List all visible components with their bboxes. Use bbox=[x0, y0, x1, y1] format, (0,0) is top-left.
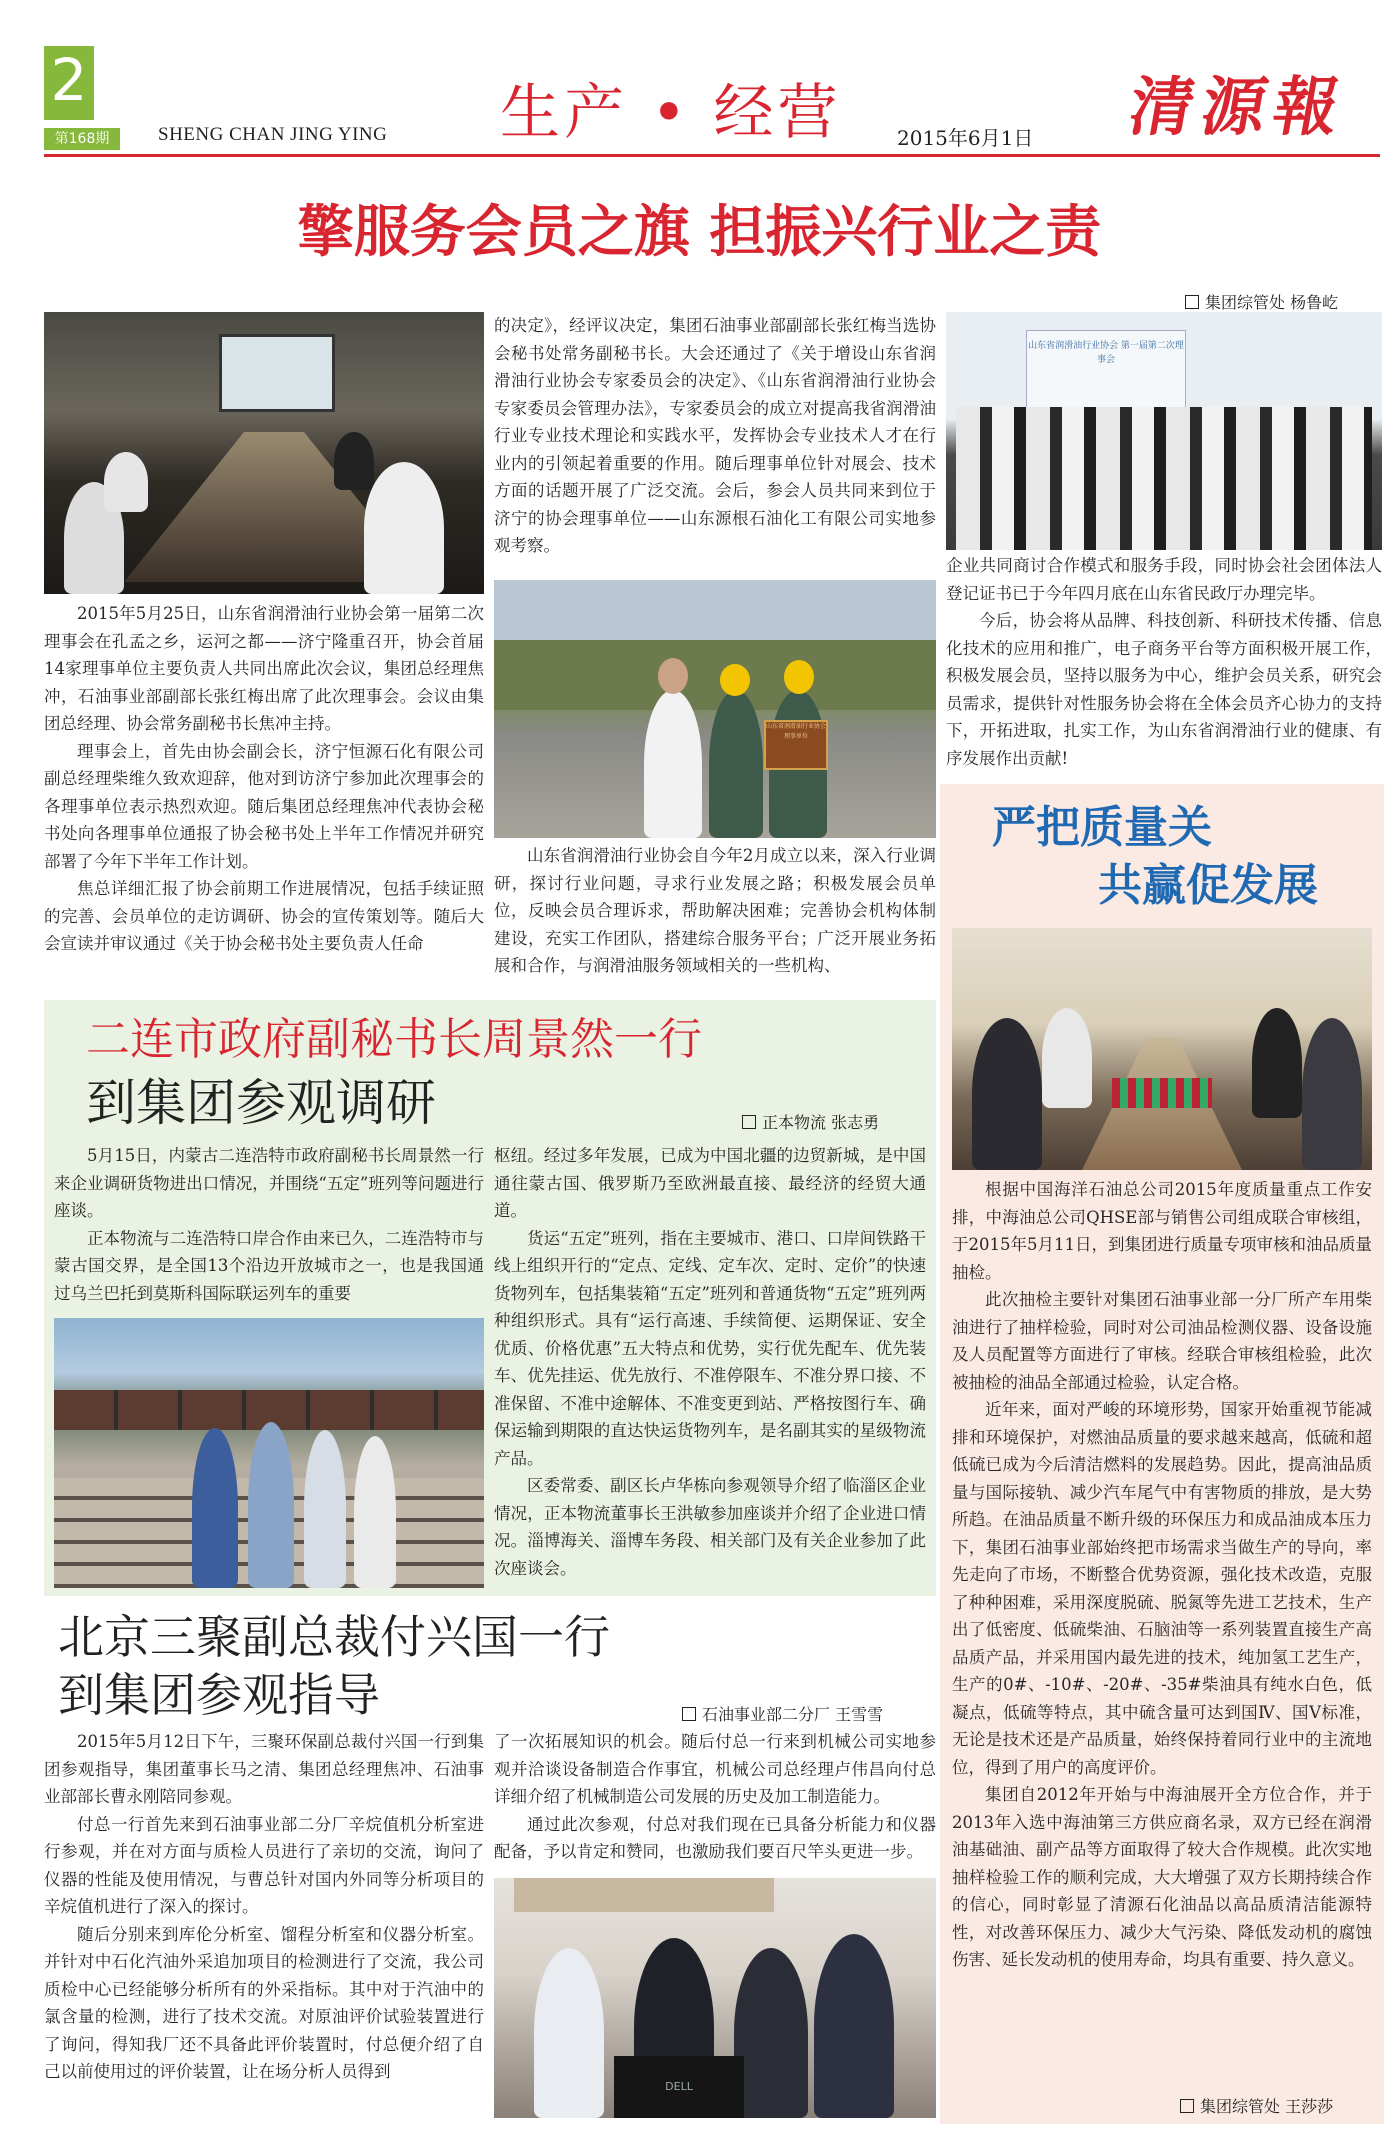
paragraph: 枢纽。经过多年发展，已成为中国北疆的边贸新城，是中国通往蒙古国、俄罗斯乃至欧洲最直接、最经济的经贸大通道。 bbox=[494, 1146, 926, 1220]
person-head bbox=[784, 660, 814, 694]
paragraph: 的决定》，经评议决定，集团石油事业部副部长张红梅当选协会秘书处常务副秘书长。大会还通过了《关于增设山东省润滑油行业协会专家委员会的决定》、《山东省润滑油行业协会专家委员会管理办法》，专家委员会的成立对提高我省润滑油行业专业技术理论和实践水平，发挥协会专业技术人才在行业内的引领起着重要的作用。随后理事单位针对展会、技术方面的话题开展了广泛交流。会后，参会人员共同来到位于济宁的协会理事单位——山东源根石油化工有限公司实地参观考察。 bbox=[494, 316, 936, 555]
paragraph: 付总一行首先来到石油事业部二分厂辛烷值机分析室进行参观，并在对方面与质检人员进行了亲切的交流，询问了仪器的性能及使用情况，与曹总针对国内外同等分析项目的辛烷值机进行了深入的探讨。 bbox=[44, 1814, 484, 1916]
article4-byline bbox=[1180, 2094, 1333, 2117]
byline-marker bbox=[682, 1707, 696, 1721]
paragraph: 2015年5月12日下午，三聚环保副总裁付兴国一行到集团参观指导，集团董事长马之清、集团总经理焦冲、石油事业部部长曹永刚陪同参观。 bbox=[44, 1732, 484, 1806]
award-plaque: 山东省润滑油行业协会 理事单位 bbox=[764, 720, 828, 770]
article3-byline bbox=[682, 1702, 883, 1725]
article1-meeting-photo bbox=[44, 312, 484, 594]
paragraph: 今后，协会将从品牌、科技创新、科研技术传播、信息化技术的应用和推广，电子商务平台等方面积极开展工作，积极发展会员，坚持以服务为中心，维护会员关系，研究会员需求，提供针对性服务协会将在全体会员齐心协力的支持下，开拓进取，扎实工作，为山东省润滑油行业的健康、有序发展作出贡献! bbox=[946, 611, 1382, 768]
byline-marker bbox=[1180, 2099, 1194, 2113]
article1-plaque-photo bbox=[494, 580, 936, 838]
wall-sign bbox=[514, 1878, 774, 1912]
paragraph: 正本物流与二连浩特口岸合作由来已久，二连浩特市与蒙古国交界，是全国13个沿边开放城市之一，也是我国通过乌兰巴托到莫斯科国际联运列车的重要 bbox=[54, 1228, 484, 1303]
byline-text: 正本物流 张志勇 bbox=[762, 1113, 880, 1132]
page-number: 2 bbox=[50, 46, 88, 114]
masthead-logo: 清源報 bbox=[1123, 70, 1353, 145]
byline-text: 集团综管处 王莎莎 bbox=[1200, 2097, 1334, 2116]
event-banner: 山东省润滑油行业协会 第一届第二次理事会 bbox=[1026, 330, 1186, 410]
header-rule bbox=[44, 154, 1380, 157]
article1-group-photo bbox=[946, 312, 1382, 550]
person bbox=[1252, 1008, 1302, 1118]
article4-headline-2: 共赢促发展 bbox=[1098, 860, 1318, 911]
byline-text: 石油事业部二分厂 王雪雪 bbox=[702, 1705, 884, 1724]
paragraph: 根据中国海洋石油总公司2015年度质量重点工作安排，中海油总公司QHSE部与销售公司组成联合审核组，于2015年5月11日，到集团进行质量专项审核和油品质量抽检。 bbox=[952, 1180, 1372, 1282]
byline-text: 集团综管处 杨鲁屹 bbox=[1205, 293, 1339, 312]
paragraph: 2015年5月25日，山东省润滑油行业协会第一届第二次理事会在孔孟之乡，运河之都——济宁隆重召开，协会首届14家理事单位主要负责人共同出席此次会议，集团总经理焦冲，石油事业部副部长张红梅出席了此次理事会。会议由集团总经理、协会常务副秘书长焦冲主持。 bbox=[44, 604, 484, 733]
paragraph: 5月15日，内蒙古二连浩特市政府副秘书长周景然一行来企业调研货物进出口情况，并围绕“五定”班列等问题进行座谈。 bbox=[54, 1146, 484, 1220]
byline-marker bbox=[1185, 295, 1199, 309]
article3-headline-1: 北京三聚副总裁付兴国一行 bbox=[58, 1610, 610, 1664]
byline-marker bbox=[742, 1115, 756, 1129]
article1-byline bbox=[1185, 290, 1338, 313]
article4-meeting-photo bbox=[952, 928, 1372, 1170]
paragraph: 此次抽检主要针对集团石油事业部一分厂所产车用柴油进行了抽样检验，同时对公司油品检测仪器、设备设施及人员配置等方面进行了审核。经联合审核组检验，此次被抽检的油品全部通过检验，认定合格。 bbox=[952, 1290, 1372, 1392]
paragraph: 焦总详细汇报了协会前期工作进展情况，包括手续证照的完善、会员单位的走访调研、协会的宣传策划等。随后大会宣读并审议通过《关于协会秘书处主要负责人任命 bbox=[44, 879, 484, 953]
person bbox=[734, 1948, 808, 2118]
article2-byline bbox=[742, 1110, 879, 1133]
paragraph: 货运“五定”班列，指在主要城市、港口、口岸间铁路干线上组织开行的“定点、定线、定车次、定时、定价”的快速货物列车，包括集装箱“五定”班列和普通货物“五定”班列两种组织形式。具有“运行高速、手续简便、运期保证、安全优质、价格优惠”五大特点和优势，实行优先配车、优先装车、优先挂运、优先放行、不准停限车、不准分界口接、不准保留、不准中途解体、不准变更到站、严格按图行车、确保运输到期限的直达快运货物列车，是名副其实的星级物流产品。 bbox=[494, 1228, 926, 1468]
paragraph: 近年来，面对严峻的环境形势，国家开始重视节能减排和环境保护，对燃油品质量的要求越来越高，低硫和超低硫已成为今后清洁燃料的发展趋势。因此，提高油品质量与国际接轨、减少汽车尾气中有害物质的排放，是大势所趋。在油品质量不断升级的环保压力和成品油成本压力下，集团石油事业部始终把市场需求当做生产的导向，率先走向了市场，不断整合优势资源，强化技术改造，克服了种种困难，采用深度脱硫、脱氮等先进工艺技术，生产出了低密度、低硫柴油、石脑油等一系列装置直接生产高品质产品，并采用国内最先进的技术，纯加氢工艺生产，生产的0#、-10#、-20#、-35#柴油具有纯水白色，低凝点，低硫等特点，其中硫含量可达到国Ⅳ、国Ⅴ标准，无论是技术还是产品质量，始终保持着同行业中的主流地位，得到了用户的高度评价。 bbox=[952, 1400, 1372, 1777]
person bbox=[304, 1430, 346, 1588]
article1-col1 bbox=[44, 600, 484, 958]
person bbox=[354, 1436, 396, 1588]
section-title: 生产 • 经营 bbox=[500, 78, 842, 148]
person bbox=[1042, 1008, 1092, 1108]
article3-col1 bbox=[44, 1728, 484, 2086]
attendee bbox=[364, 462, 444, 594]
paragraph: 理事会上，首先由协会副会长，济宁恒源石化有限公司副总经理柴维久致欢迎辞，他对到访济宁参加此次理事会的各理事单位表示热烈欢迎。随后集团总经理焦冲代表协会秘书处向各理事单位通报了协会秘书处上半年工作情况并研究部署了今年下半年工作计划。 bbox=[44, 741, 484, 871]
attendee bbox=[334, 432, 374, 490]
building bbox=[494, 640, 936, 710]
article2-headline-2: 到集团参观调研 bbox=[86, 1074, 436, 1132]
article3-col2 bbox=[494, 1728, 936, 1866]
article2-col2 bbox=[494, 1142, 926, 1582]
paragraph: 随后分别来到库伦分析室、馏程分析室和仪器分析室。并针对中石化汽油外采追加项目的检测进行了交流，我公司质检中心已经能够分析所有的外采指标。其中对于汽油中的氯含量的检测，进行了技术交流。对原油评价试验装置进行了询问，得知我厂还不具备此评价装置时，付总便介绍了自己以前使用过的评价装置，让在场分析人员得到 bbox=[44, 1924, 484, 2081]
attendee bbox=[104, 452, 148, 512]
person bbox=[1302, 1018, 1362, 1170]
person bbox=[248, 1422, 294, 1588]
article2-railway-photo bbox=[54, 1318, 484, 1588]
paragraph: 了一次拓展知识的机会。随后付总一行来到机械公司实地参观并洽谈设备制造合作事宜，机械公司总经理卢伟昌向付总详细介绍了机械制造公司发展的历史及加工制造能力。 bbox=[494, 1732, 936, 1806]
article3-lab-photo bbox=[494, 1878, 936, 2118]
article4-body bbox=[952, 1176, 1372, 1974]
paragraph: 区委常委、副区长卢华栋向参观领导介绍了临淄区企业情况，正本物流董事长王洪敏参加座谈并介绍了企业进口情况。淄博海关、淄博车务段、相关部门及有关企业参加了此次座谈会。 bbox=[494, 1476, 926, 1578]
person bbox=[534, 1948, 604, 2118]
paragraph: 山东省润滑油行业协会自今年2月成立以来，深入行业调研，探讨行业问题，寻求行业发展之路；积极发展会员单位，反映会员合理诉求，帮助解决困难；完善协会机构体制建设，充实工作团队，搭建综合服务平台；广泛开展业务拓展和合作，与润滑油服务领域相关的一些机构、 bbox=[494, 846, 936, 975]
paragraph: 企业共同商讨合作模式和服务手段，同时协会社会团体法人登记证书已于今年四月底在山东省民政厅办理完毕。 bbox=[946, 556, 1382, 603]
person bbox=[814, 1934, 894, 2118]
section-pinyin: SHENG CHAN JING YING bbox=[158, 124, 388, 145]
article1-headline: 擎服务会员之旗 担振兴行业之责 bbox=[297, 200, 1102, 265]
person bbox=[972, 1018, 1042, 1170]
article3-headline-2: 到集团参观指导 bbox=[58, 1668, 380, 1722]
article2-col1 bbox=[54, 1142, 484, 1307]
person-head bbox=[720, 664, 750, 696]
computer-monitor: DELL bbox=[614, 2056, 744, 2118]
person bbox=[709, 690, 763, 838]
person-head bbox=[658, 658, 688, 694]
article1-col2b bbox=[494, 842, 936, 980]
group-people bbox=[956, 407, 1372, 550]
article1-col3 bbox=[946, 552, 1382, 772]
article2-headline-1: 二连市政府副秘书长周景然一行 bbox=[86, 1014, 702, 1065]
issue-number: 第168期 bbox=[44, 128, 120, 150]
paragraph: 通过此次参观，付总对我们现在已具备分析能力和仪器配备，予以肯定和赞同，也激励我们要百尺竿头更进一步。 bbox=[494, 1814, 936, 1861]
article4-headline-1: 严把质量关 bbox=[992, 802, 1212, 853]
projection-screen bbox=[219, 334, 335, 412]
person bbox=[644, 690, 702, 838]
table-flowers bbox=[1112, 1078, 1212, 1108]
paragraph: 集团自2012年开始与中海油展开全方位合作，并于2013年入选中海油第三方供应商名录，双方已经在润滑油基础油、副产品等方面取得了较大合作规模。此次实地抽样检验工作的顺利完成，大大增强了双方长期持续合作的信心，同时彰显了清源石化油品以高品质清洁能源特性，对改善环保压力、减少大气污染、降低发动机的腐蚀伤害、延长发动机的使用寿命，均具有重要、持久意义。 bbox=[952, 1785, 1372, 1969]
person bbox=[192, 1428, 238, 1588]
issue-date: 2015年6月1日 bbox=[897, 126, 1034, 150]
article1-col2a bbox=[494, 312, 936, 560]
